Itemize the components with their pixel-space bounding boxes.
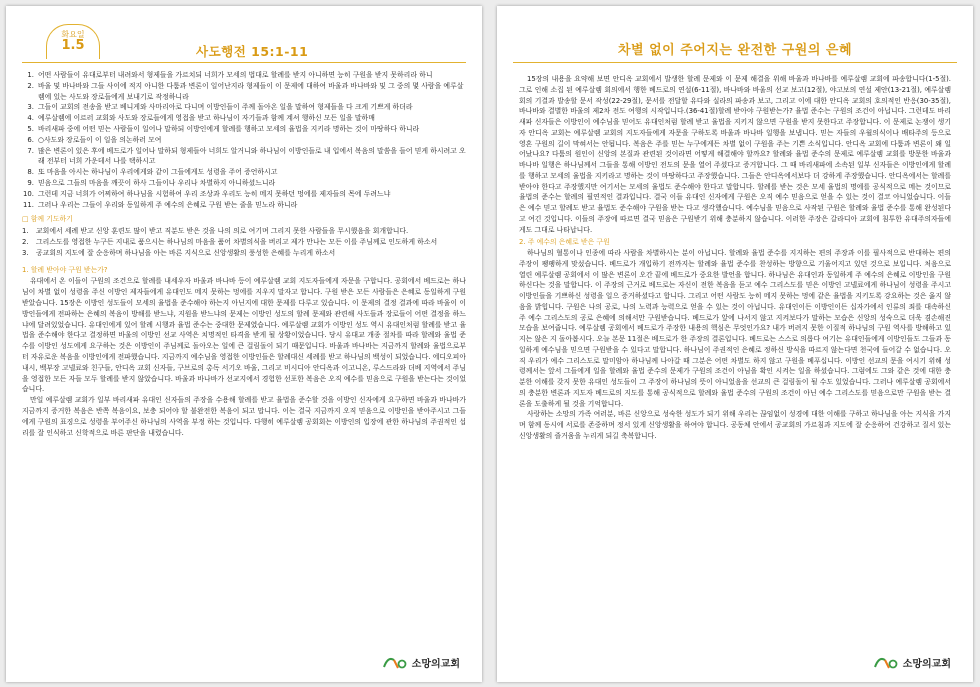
verse-item (22, 167, 466, 178)
essay-paragraph: 사랑하는 소망의 가족 여러분, 바른 신앙으로 성숙한 성도가 되기 위해 우리는 끊임없이 성경에 대한 이해를 구하고 하나님을 아는 지식을 가지며 함께 동시에 서로를 존중하며 정서 있게 신앙생활을 하여야 합니다. 공동체 안에서 공교회의 가르침과 지도에 잘 순응하여 건강하고 질서 있는 신앙생활의 즐거움을 누리게 되길 축복합니다. (519, 410, 951, 440)
section-heading-2: 2. 주 예수의 은혜로 받은 구원 (519, 238, 610, 247)
prayer-text: 공교회의 지도에 잘 순응하며 하나님을 아는 바른 지식으로 신앙생활의 풍성한 은혜를 누리게 하소서 (36, 248, 336, 257)
essay-paragraph: 15장의 내용을 요약해 보면 안디옥 교회에서 발생한 할례 문제와 이 문제 해결을 위해 바울과 바나바를 예루살렘 교회에 파송합니다(1-5절). 그로 인해 소집 된 예루살렘 회의에서 행한 베드로의 연설(6-11절), 바나바와 바울의 선교 보고(12절), 야고보의 연설 제안(13-21절), 예루살렘 회의 기결과 발송할 문서 작성(22-29절), 문서를 전달할 유다와 실라의 파송과 보고, 그리고 이에 대한 안디옥 교회의 호의적인 반응(30-35절), 바나바와 결별한 바울의 제2차 전도 여행의 시작입니다.(36-41절)할례 받아야 구원받는가? 율법 준수는 구원의 조건이 아닙니다. 그런데도 바리새파 신자들은 이방인이 예수님을 믿어도 유대인처럼 할례 받고 율법을 지키지 않으면 구원을 받지 못한다고 주장합니다. 이 문제로 논쟁이 생기자 안디옥 교회는 예루살렘 교회의 지도자들에게 자문을 구하도록 바울과 바나바 일행을 보냅니다. 믿는 자들의 우월의식이나 배타주의 등으로 영혼 구원의 길이 막혀서는 안됩니다. 복음은 주를 믿는 누구에게든 차별 없이 구원을 주는 기쁜 소식입니다. 안디옥 교회에 다툼과 변론이 왜 일어났나요? 다툼의 원인이 신앙의 본질과 관련된 것이라면 어떻게 해결해야 할까요? 할례와 율법 준수의 문제로 예루살렘 교회를 방문한 바울과 바나바 일행은 하나님께서 그들을 통해 이방인 전도의 문을 열어 주셨다고 증거합니다. 그 때 바리새파에 소속된 일부 신자들은 이방인에게 할례를 행하고 모세의 율법을 지키라고 명하는 것이 마땅하다고 주장했습니다. 그들은 안디옥에서보다 더 강하게 주장했습니다. 안디옥에서는 할례를 받아야 한다고 주장했지만 여기서는 모세의 율법도 준수해야 한다고 말합니다. 할례를 받는 것은 모세 율법의 명에를 공식적으로 메는 것이므로 율법의 준수는 할례의 필연적인 결과입니다. 결국 이들 유대인 신자에게 구원은 오직 예수 믿음으로 얻을 수 있는 것이 결코 아니었습니다. 이들은 예수 믿고 할례도 받고 율법도 준수해야 구원을 받는 다고 생각했습니다. 예수님을 믿음으로 사작된 구원은 할례와 율법 준수를 통해 완성된다고 여긴 것입니다. 이들의 주장에 따르면 결국 믿음은 구원받기 위해 충분하지 않습니다. 이러한 주장은 갈라디아 교회에 침투한 유대주의자들에게도 그대로 나타납니다. (519, 75, 951, 234)
verse-text: 어떤 사람들이 유대로부터 내려와서 형제들을 가르치되 너희가 모세의 법대로 할례를 받지 아니하면 능히 구원을 받지 못하리라 하니 (38, 71, 433, 79)
church-logo (382, 654, 460, 670)
prayer-text: 그리스도를 영접한 누구든 지내로 품으시는 하나님의 마음을 품어 차별의식을 버리고 제가 만나는 모든 이를 주님께로 인도하게 하소서 (36, 237, 438, 246)
verse-number: 1. (27, 71, 34, 79)
day-label: 화요일 (61, 30, 85, 39)
essay-paragraphs (22, 276, 466, 438)
verse-item (22, 81, 466, 103)
verse-number: 9. (27, 178, 34, 187)
verse-item (22, 200, 466, 211)
logo-mark-icon (382, 654, 408, 670)
prayer-number: 3. (22, 248, 29, 257)
essay-paragraph: 만일 예루살렘 교회가 일부 바리새파 유대인 신자들의 주장을 수용해 할례를 받고 율법을 준수할 것을 이방인 신자에게 요구하면 바울과 바나바가 지금까지 증거한 복음은 반쪽 복음이요, 보충 되어야 할 불완전한 복음이 되고 맙니다. 이는 결국 지금까지 오직 믿음으로 이방인을 받아주시고 그들에게 구원의 표징으로 성령을 부어주신 하나님의 사역을 부정 하는 것입니다. 다행히 예루살렘 공회회는 이방인의 입장에 관한 하나님의 주권적인 섭리를 잘 인식하고 신학적으로 바른 판단을 내렸습니다. (22, 396, 466, 437)
left-page (6, 6, 482, 682)
verse-list (22, 70, 466, 210)
essay-title: 차별 없이 주어지는 완전한 구원의 은혜 (617, 43, 853, 58)
verse-item (22, 189, 466, 200)
essay-heading: 1. 할례 받아야 구원 받는가? (22, 265, 108, 274)
logo-mark-icon (873, 654, 899, 670)
title-divider (22, 62, 466, 63)
verse-number: 10. (23, 189, 34, 198)
right-body (519, 74, 951, 642)
verse-text: ○사도와 장로들이 이 일을 의논하러 모여 (38, 135, 162, 144)
essay-paragraph: 하나님의 혈통이나 인종에 따라 사람을 차별하시는 분이 아닙니다. 할례와 율법 준수를 지지하는 편의 주장과 이를 필사적으로 반대하는 편의 주장이 팽팽하게 맞섰습니다. 베드로가 개입하기 전까지는 할례와 율법 준수를 찬성하는 방향으로 기울어지고 있던 것으로 보입니다. 처음으로 열린 예루살렘 공회에서 이 많은 변론이 오간 끝에 베드로가 중요한 발언을 합니다. 하나님은 유대인과 동일하게 주 예수의 은혜로 이방인을 구원하신다는 것을 말합니다. 이 주장의 근거로 베드로는 자신이 전한 복음을 듣고 예수 그리스도를 믿은 이방인 고넬료에게 하나님이 성령을 주시고 이방인들을 기쁘하신 성령을 일으 증거하셨다고 합니다. 그리고 어떤 사람도 능히 메지 못하는 멍에 같은 율법을 지키도록 강요하는 것은 옳지 않음을 밝힙니다. 구원은 나의 공로, 나의 노력과 능력으로 얻을 수 있는 것이 아닙니다. 유대인이든 이방인이든 십자가에서 인류의 죄를 대속하신 주 예수 그리스도의 공로 은혜에 의해서만 구원받습니다. 베드로가 앞에 나서지 않고 지켜보다가 말하는 모습은 신앙의 성숙으로 더욱 겸손해진 모습을 보여줍니다. 예루살렘 공회에서 베드로가 주장한 내용의 핵심은 무엇인가요? 내가 버려지 못한 이질적 하나님의 구원 역사를 방해하고 있지는 않은 지 돌아봅시다. 오늘 본문 11절은 베드로가 한 주장의 결론입니다. 베드로는 스스로 의롭다 여기는 유대인들에게 이방인들도 그들과 동일하게 예수님을 믿으면 구원받을 수 있다고 말합니다. 하나님이 주권적인 은혜로 정하신 방식을 따르지 않는다면 천국에 들어갈 수 없습니다. 오직 우리가 예수 그리스도로 말미암아 하나님께 나아갈 때 그분은 어떤 차별도 하지 않고 구원을 베푸십니다. 이방인 선교의 문을 여시기 위해 성령께서는 앞서 그들에게 일을 할례와 율법 준수의 문제가 구원의 조건이 아님을 확인 시켜는 일을 하셨습니다. 그럼에도 그와 같은 것에 대한 충분한 이해를 갖지 못한 유대인 성도들이 그 주장이 하나님의 뜻이 아니었음을 선교의 큰 걸림돌이 될 수도 있었습니다. 그러나 예루살렘 공회에서의 충분한 변론과 지도자 베드로의 지도를 통해 공식적으로 할례와 율법 준수의 구원의 조건이 아닌 예수 그리스도를 믿음으로만 구원을 받는 결론을 도출하게 될 것을 기억합니다. (519, 249, 951, 408)
passage-title: 사도행전 15:1-11 (196, 44, 309, 59)
verse-number: 2. (27, 81, 34, 90)
verse-text: 바울 및 바나바와 그들 사이에 적지 아니한 다툼과 변론이 일어난지라 형제들이 이 문제에 대하여 바울과 바나바와 및 그 중의 몇 사람을 예루살렘에 있는 사도와 장로들에게 보내기로 작정하니라 (38, 81, 464, 101)
verse-text: 또 마음을 아시는 하나님이 우리에게와 같이 그들에게도 성령을 주어 증언하시고 (38, 168, 278, 177)
verse-number: 7. (27, 146, 34, 155)
verse-item (22, 178, 466, 189)
prayer-heading: □ 함께 기도하기 (22, 215, 73, 224)
prayer-list (22, 226, 466, 258)
prayer-number: 1. (22, 227, 29, 236)
verse-text: 그런데 지금 너희가 어찌하여 하나님을 시험하여 우리 조상과 우리도 능히 메지 못하던 멍에를 제자들의 목에 두려느냐 (38, 189, 391, 198)
prayer-item (22, 226, 466, 237)
day-badge (46, 24, 100, 59)
logo-name: 소망의교회 (411, 658, 460, 670)
essay-paragraphs-part2 (519, 248, 951, 442)
left-body (22, 70, 466, 642)
title-divider (513, 62, 957, 63)
verse-item (22, 124, 466, 135)
prayer-item (22, 237, 466, 248)
verse-item (22, 135, 466, 146)
prayer-number: 2. (22, 237, 29, 246)
verse-number: 4. (27, 114, 34, 123)
verse-number: 8. (27, 168, 34, 177)
right-page (497, 6, 973, 682)
verse-number: 3. (27, 103, 34, 112)
prayer-text: 교회에서 세례 받고 신앙 훈련도 많이 받고 직분도 받은 것을 나의 의로 여기며 그리지 못한 사람들을 무시했음을 회개합니다. (36, 227, 409, 236)
essay-paragraph: 유대에서 온 이들이 구원의 조건으로 할례를 내세우자 바울과 바나바 등이 예루살렘 교회 지도자들에게 자문을 구합니다. 공회에서 베드로는 하나님이 차별 없이 성령을 주신 이방인 제자들에게 유대인도 메지 못하는 멍에를 지우지 말자고 합니다. 구원 받은 모든 사람들은 은혜로 동일하게 구원 받았습니다. 15장은 이방인 성도들이 모세의 율법을 준수해야 하는지 아닌지에 대한 문제를 다루고 있습니다. 이 문제의 결정 결과에 따라 바울이 이방인들에게 전파하는 은혜의 복음이 방해를 받느냐, 지원을 받느냐의 문제는 이방인 성도의 할례 문제와 관련해 사도들과 장로들이 어떤 결정을 하느냐에 달려있었습니다. 유대인에게 있어 할례 시행과 율법 준수는 중대한 문제였습니다. 예루살렘 교회가 이방인 성도 역시 유대인처럼 할례를 받고 율법을 준수해야 한다고 결정하면 바울의 이방인 선교 사역은 치명적인 타격을 받게 될 상황이었습니다. 당시 유대교 개종 절차를 따라 할례와 율법 준수를 이방인 성도에게 요구하는 것은 이방인이 주님께로 돌아오는 일에 큰 걸림돌이 되기 때문입니다. 바울과 바나바는 지금까지 할례와 율법으로부터 자유로운 복음을 이방인에게 전파했습니다. 지금까지 예수님을 영접한 이방인들은 할례대신 세례를 받고 하나님의 백성이 되었습니다. 에디오피아 내시, 백부장 고넬료와 친구들, 안디옥 교회 신자들, 구브로의 총독 서기오 바울, 그리고 비시디아 안디옥과 이고니온, 루스드라와 더베 지역에서 주님을 영접한 모든 자들 모두 할례를 받지 않았습니다. 바울과 바나바가 선교지에서 경험한 선포한 복음은 오직 예수를 믿음으로 구원을 받는다는 것이었습니다. (22, 277, 466, 394)
verse-number: 11. (23, 200, 34, 209)
verse-number: 5. (27, 124, 34, 133)
verse-number: 6. (27, 135, 34, 144)
logo-name: 소망의교회 (902, 658, 951, 670)
verse-text: 예루살렘에 이르러 교회와 사도와 장로들에게 영접을 받고 하나님이 자기들과 함께 계셔 행하신 모든 일을 말하매 (38, 114, 375, 123)
verse-text: 많은 변론이 있은 후에 베드로가 일어나 말하되 형제들아 너희도 알거니와 하나님이 이방인들로 내 입에서 복음의 말씀을 들어 믿게 하시려고 오래 전부터 너희 가운데서 나를 택하시고 (38, 146, 466, 166)
day-number: 1.5 (61, 38, 85, 53)
verse-text: 바리새파 중에 어떤 믿는 사람들이 일어나 말하되 이방인에게 할례를 행하고 모세의 율법을 지키라 명하는 것이 마땅하다 하니라 (38, 124, 420, 133)
prayer-item (22, 248, 466, 259)
verse-item (22, 113, 466, 124)
verse-item (22, 146, 466, 168)
verse-text: 믿음으로 그들의 마음을 깨끗이 하사 그들이나 우리나 차별하지 아니하셨느니라 (38, 178, 276, 187)
verse-item (22, 102, 466, 113)
essay-paragraphs-part1 (519, 74, 951, 235)
church-logo (873, 654, 951, 670)
verse-text: 그들이 교회의 전송을 받고 베니게와 사마리아로 다니며 이방인들이 주께 돌아온 일을 말하여 형제들을 다 크게 기쁘게 하더라 (38, 103, 413, 112)
verse-text: 그러나 우리는 그들이 우리와 동일하게 주 예수의 은혜로 구원 받는 줄을 믿노라 하니라 (38, 200, 298, 209)
verse-item (22, 70, 466, 81)
